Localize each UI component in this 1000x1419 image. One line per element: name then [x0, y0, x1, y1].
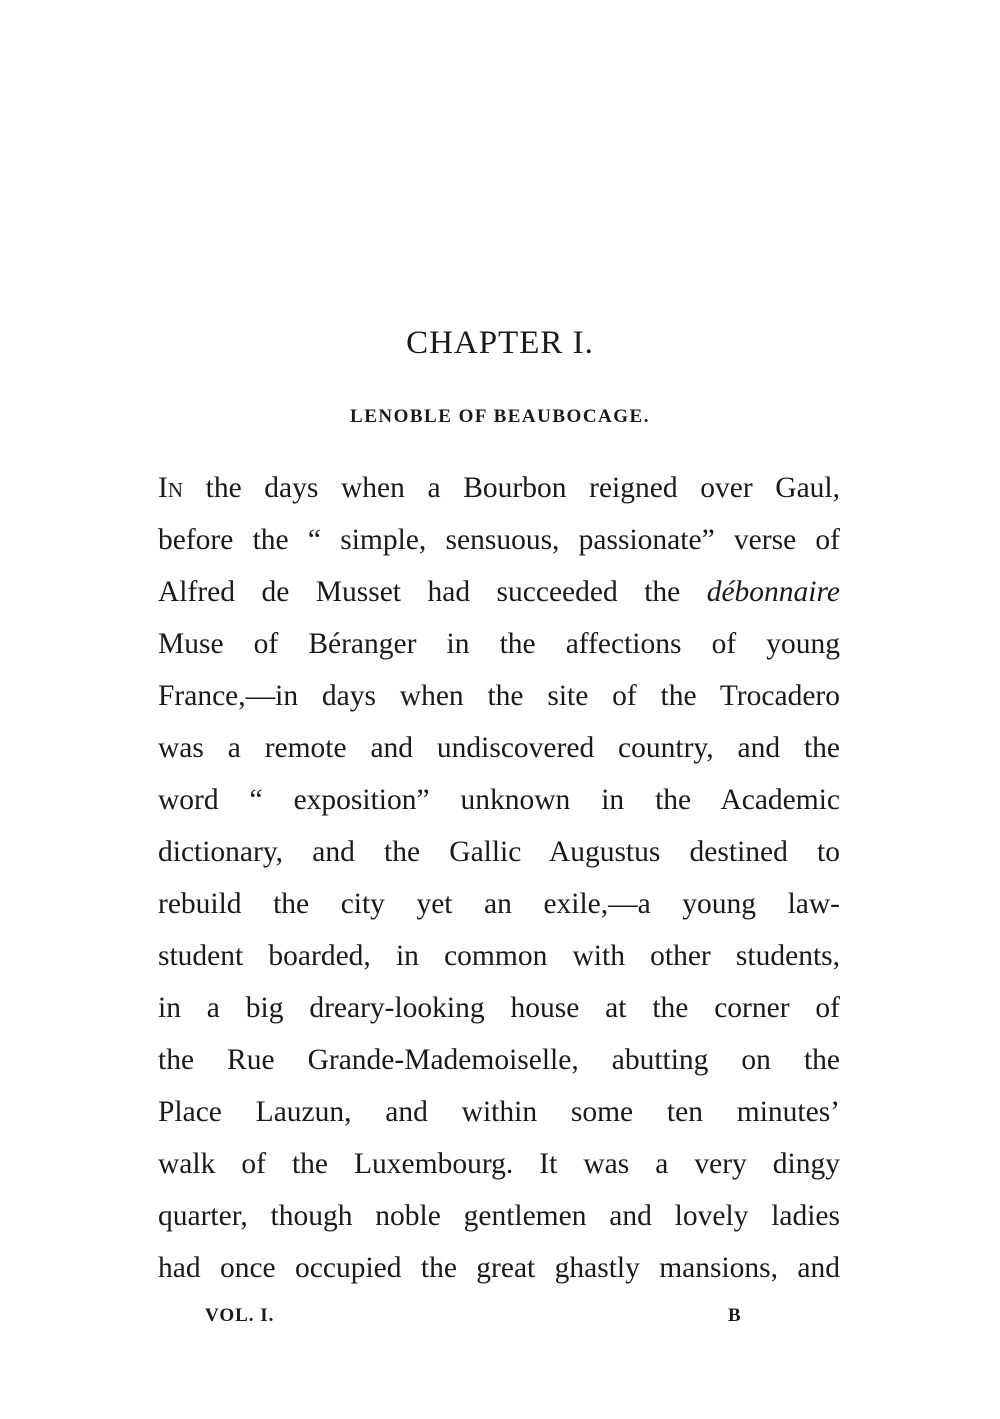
italic-word: débonnaire [706, 576, 840, 608]
text-line: Muse of Béranger in the affections of young [158, 628, 840, 660]
drop-lead-word: In [158, 472, 183, 504]
text-line: quarter, though noble gentlemen and lovely ladies [158, 1200, 840, 1232]
text-line: word “ exposition” unknown in the Academic [158, 784, 840, 816]
text-line: before the “ simple, sensuous, passionate” verse of [158, 524, 840, 556]
page-footer [0, 1305, 1000, 1335]
text-line [158, 566, 840, 618]
text-line: rebuild the city yet an exile,—a young law- [158, 888, 840, 920]
text-line: dictionary, and the Gallic Augustus destined to [158, 836, 840, 868]
text-line: walk of the Luxembourg. It was a very dingy [158, 1148, 840, 1180]
text-line: had once occupied the great ghastly mansions, and [158, 1252, 840, 1284]
text-line: Place Lauzun, and within some ten minutes’ [158, 1096, 840, 1128]
body-paragraph [158, 462, 840, 1294]
text-line-content: Alfred de Musset had succeeded the [158, 576, 707, 608]
chapter-subtitle: LENOBLE OF BEAUBOCAGE. [350, 406, 650, 427]
text-line: was a remote and undiscovered country, and the [158, 732, 840, 764]
text-line-content: the days when a Bourbon reigned over Gaul, [183, 472, 840, 504]
text-line: France,—in days when the site of the Trocadero [158, 680, 840, 712]
text-line: the Rue Grande-Mademoiselle, abutting on the [158, 1044, 840, 1076]
volume-mark: VOL. I. [205, 1305, 275, 1326]
chapter-heading: CHAPTER I. [406, 325, 594, 361]
text-line [158, 462, 840, 514]
text-line: in a big dreary-looking house at the corner of [158, 992, 840, 1024]
signature-mark: B [728, 1305, 741, 1326]
text-line: student boarded, in common with other students, [158, 940, 840, 972]
